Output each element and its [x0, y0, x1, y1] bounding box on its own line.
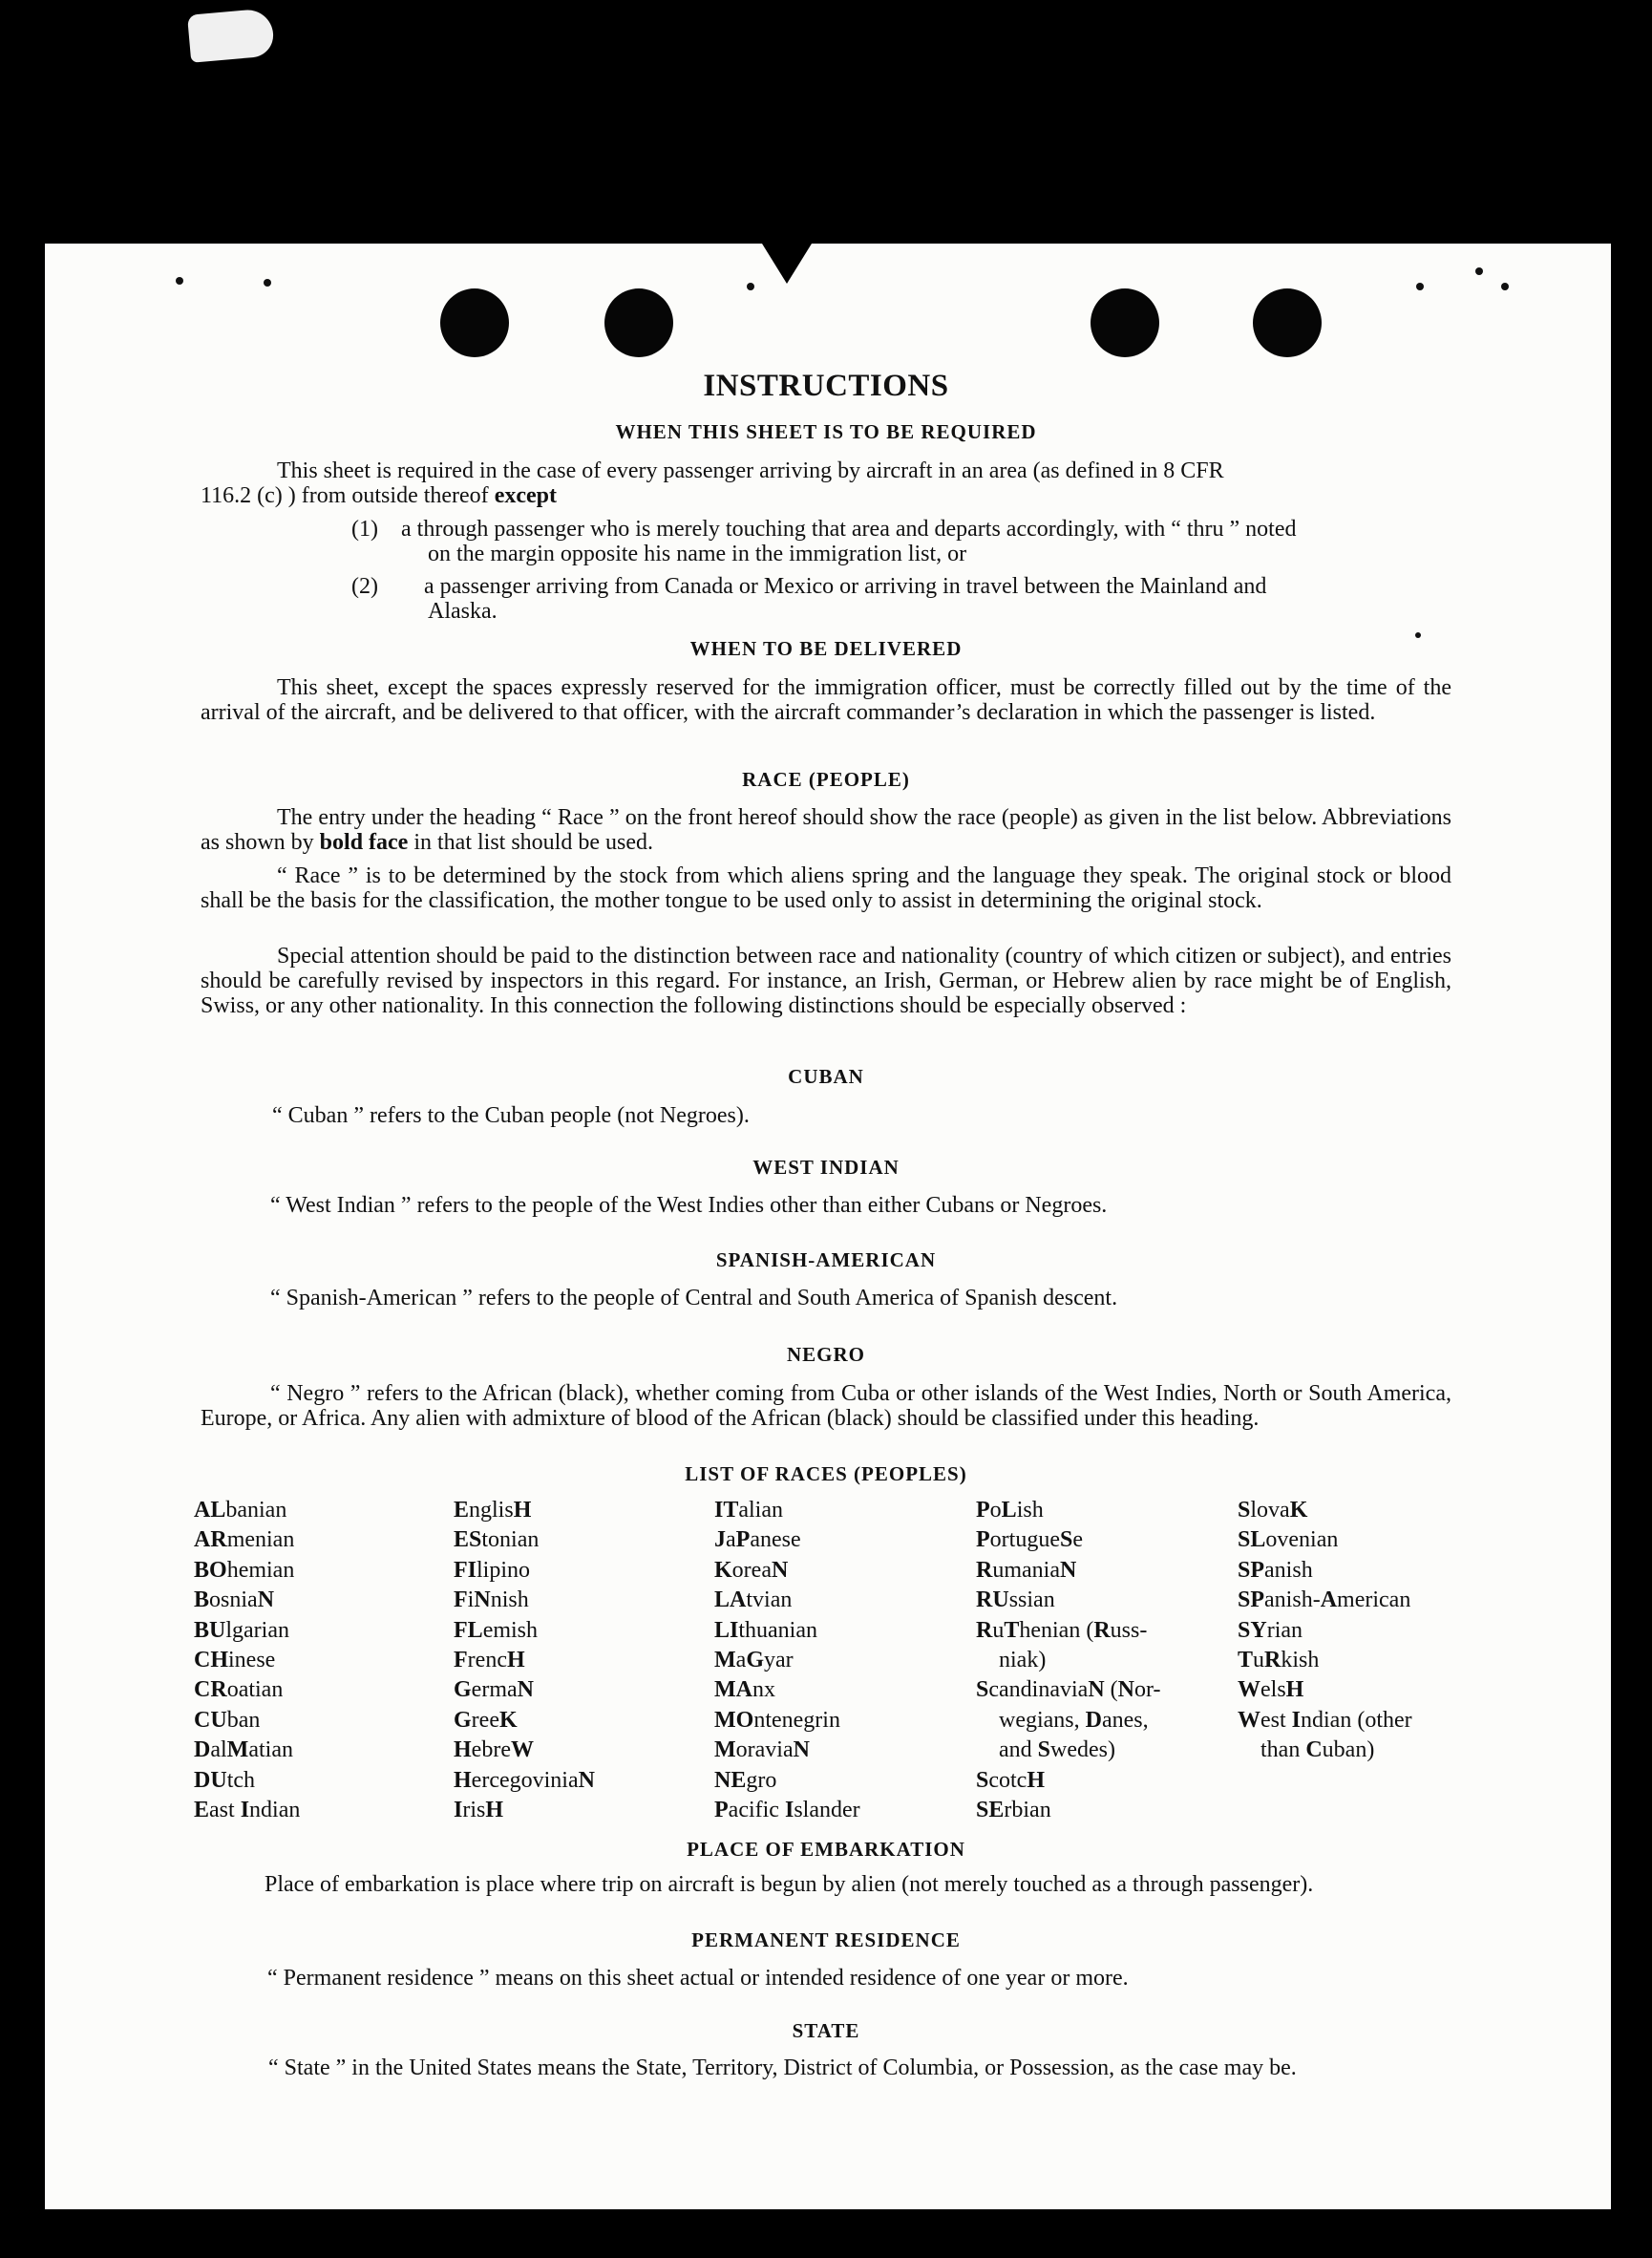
race-item: HebreW: [454, 1737, 534, 1763]
ink-speck: [1501, 283, 1509, 290]
punch-hole: [604, 288, 673, 357]
embarkation-paragraph: Place of embarkation is place where trip on aircraft is begun by alien (not merely touched as a through passenger).: [265, 1872, 1314, 1897]
race-item: MOntenegrin: [714, 1707, 840, 1733]
race-item: FIlipino: [454, 1557, 531, 1583]
race-item: LAtvian: [714, 1587, 793, 1613]
item2-number: (2): [351, 574, 378, 599]
ink-speck: [176, 277, 183, 285]
heading-negro: NEGRO: [786, 1343, 865, 1366]
race-item: niak): [999, 1648, 1047, 1673]
race-item: JaPanese: [714, 1527, 801, 1553]
race-item: East Indian: [194, 1798, 301, 1823]
heading-race: RACE (PEOPLE): [742, 768, 910, 791]
heading-permanent-residence: PERMANENT RESIDENCE: [691, 1928, 961, 1951]
races-column-5: [1238, 1496, 1412, 1766]
ink-speck: [264, 279, 271, 287]
race-item: and Swedes): [999, 1737, 1115, 1763]
race-paragraph-3: Special attention should be paid to the distinction between race and nationality (country of which citizen or subject), and entries should be carefully revised by inspectors in this regard. For instance, an Irish, German, or Hebrew alien by race might be of English, Swiss, or any other nationality. In this connection the following distinctions should be especially observed :: [201, 944, 1451, 1018]
delivered-paragraph: This sheet, except the spaces expressly reserved for the immigration officer, must be correctly filled out by the time of the arrival of the aircraft, and be delivered to that officer, with the aircraft commander’s declaration in which the passenger is listed.: [201, 675, 1451, 725]
race-item: FLemish: [454, 1617, 539, 1643]
race-item: SPanish-American: [1238, 1587, 1411, 1613]
race-item: CRoatian: [194, 1677, 284, 1703]
race-item: NEgro: [714, 1767, 777, 1793]
race-item: SlovaK: [1238, 1498, 1308, 1523]
race-p1-bold: bold face: [319, 830, 409, 855]
item2-line2: Alaska.: [428, 599, 498, 624]
required-intro-line2: [201, 483, 1060, 508]
item2-line1: a passenger arriving from Canada or Mexico or arriving in travel between the Mainland and: [424, 574, 1267, 599]
race-item: ARmenian: [194, 1527, 295, 1553]
race-item: ScotcH: [976, 1767, 1046, 1793]
race-item: RUssian: [976, 1587, 1055, 1613]
heading-west-indian: WEST INDIAN: [752, 1156, 900, 1179]
heading-spanish-american: SPANISH-AMERICAN: [715, 1248, 937, 1271]
race-item: RuThenian (Russ-: [976, 1617, 1148, 1643]
page-title: INSTRUCTIONS: [703, 369, 949, 403]
spanish-american-text: “ Spanish-American ” refers to the people of Central and South America of Spanish descent.: [270, 1286, 1118, 1310]
race-p1-text-end: in that list should be used.: [413, 830, 653, 855]
races-column-3: [714, 1496, 860, 1825]
west-indian-text: “ West Indian ” refers to the people of the West Indies other than either Cubans or Negroes.: [270, 1193, 1108, 1218]
race-item: BOhemian: [194, 1557, 295, 1583]
race-item: EnglisH: [454, 1498, 532, 1523]
residence-text: “ Permanent residence ” means on this sheet actual or intended residence of one year or more.: [267, 1966, 1129, 1991]
ink-speck: [747, 283, 754, 290]
race-item: ALbanian: [194, 1498, 287, 1523]
race-item: SPanish: [1238, 1557, 1313, 1583]
race-item: GreeK: [454, 1707, 518, 1733]
race-item: MoraviaN: [714, 1737, 810, 1763]
punch-hole: [1253, 288, 1322, 357]
punch-hole: [440, 288, 509, 357]
race-item: LIthuanian: [714, 1617, 817, 1643]
cuban-text: “ Cuban ” refers to the Cuban people (not Negroes).: [272, 1103, 750, 1128]
negro-paragraph: “ Negro ” refers to the African (black), whether coming from Cuba or other islands of the West Indies, North or South America, Europe, or Africa. Any alien with admixture of blood of the African (black) should be classified under this heading.: [201, 1381, 1451, 1431]
races-column-2: [454, 1496, 595, 1825]
race-item: HercegoviniaN: [454, 1767, 595, 1793]
race-item: WelsH: [1238, 1677, 1304, 1703]
race-item: Pacific Islander: [714, 1798, 860, 1823]
heading-cuban: CUBAN: [788, 1065, 864, 1088]
heading-list-of-races: LIST OF RACES (PEOPLES): [685, 1462, 967, 1485]
required-intro-line1: This sheet is required in the case of every passenger arriving by aircraft in an area (as defined in 8 CFR: [277, 458, 1224, 483]
race-item: TuRkish: [1238, 1648, 1320, 1673]
race-item: ITalian: [714, 1498, 783, 1523]
race-item: wegians, Danes,: [999, 1707, 1149, 1733]
race-item: ScandinaviaN (Nor-: [976, 1677, 1161, 1703]
race-item: CUban: [194, 1707, 261, 1733]
race-item: SYrian: [1238, 1617, 1303, 1643]
required-intro-text: 116.2 (c) ) from outside thereof: [201, 483, 489, 508]
race-item: FiNnish: [454, 1587, 529, 1613]
race-item: DUtch: [194, 1767, 256, 1793]
races-column-1: [194, 1496, 300, 1825]
race-item: West Indian (other: [1238, 1707, 1412, 1733]
race-p1-text: The entry under the heading “ Race ” on the front hereof should show the race (people) as given in the list below. Abbreviations as shown by: [201, 805, 1451, 855]
ink-speck: [1416, 283, 1424, 290]
race-item: PoLish: [976, 1498, 1044, 1523]
ink-speck: [1475, 267, 1483, 275]
race-item: FrencH: [454, 1648, 525, 1673]
item1-line2: on the margin opposite his name in the immigration list, or: [428, 542, 967, 566]
race-item: BosniaN: [194, 1587, 275, 1613]
race-item: RumaniaN: [976, 1557, 1077, 1583]
race-item: CHinese: [194, 1648, 276, 1673]
race-item: MAnx: [714, 1677, 775, 1703]
heading-state: STATE: [792, 2019, 860, 2042]
race-item: MaGyar: [714, 1648, 794, 1673]
item1-number: (1): [351, 517, 378, 542]
paper-notch: [762, 244, 812, 284]
torn-paper-tab: [187, 8, 275, 62]
punch-hole: [1091, 288, 1159, 357]
race-item: EStonian: [454, 1527, 540, 1553]
race-item: SLovenian: [1238, 1527, 1339, 1553]
race-item: GermaN: [454, 1677, 534, 1703]
race-item: PortugueSe: [976, 1527, 1083, 1553]
race-item: DalMatian: [194, 1737, 293, 1763]
heading-when-delivered: WHEN TO BE DELIVERED: [689, 637, 963, 660]
race-item: than Cuban): [1260, 1737, 1375, 1763]
heading-when-required: WHEN THIS SHEET IS TO BE REQUIRED: [615, 420, 1037, 443]
race-paragraph-2: “ Race ” is to be determined by the stock from which aliens spring and the language they speak. The original stock or blood shall be the basis for the classification, the mother tongue to be used only to assist in determining the original stock.: [201, 863, 1451, 913]
race-paragraph-1: [201, 805, 1451, 855]
race-item: BUlgarian: [194, 1617, 289, 1643]
races-column-4: [976, 1496, 1161, 1825]
race-item: IrisH: [454, 1798, 504, 1823]
item1-line1: a through passenger who is merely touching that area and departs accordingly, with “ thru ” noted: [401, 517, 1297, 542]
state-paragraph: “ State ” in the United States means the State, Territory, District of Columbia, or Possession, as the case may be.: [268, 2056, 1297, 2080]
heading-place-of-embarkation: PLACE OF EMBARKATION: [687, 1838, 965, 1861]
race-item: SErbian: [976, 1798, 1051, 1823]
required-intro-except: except: [494, 483, 557, 508]
race-item: KoreaN: [714, 1557, 789, 1583]
